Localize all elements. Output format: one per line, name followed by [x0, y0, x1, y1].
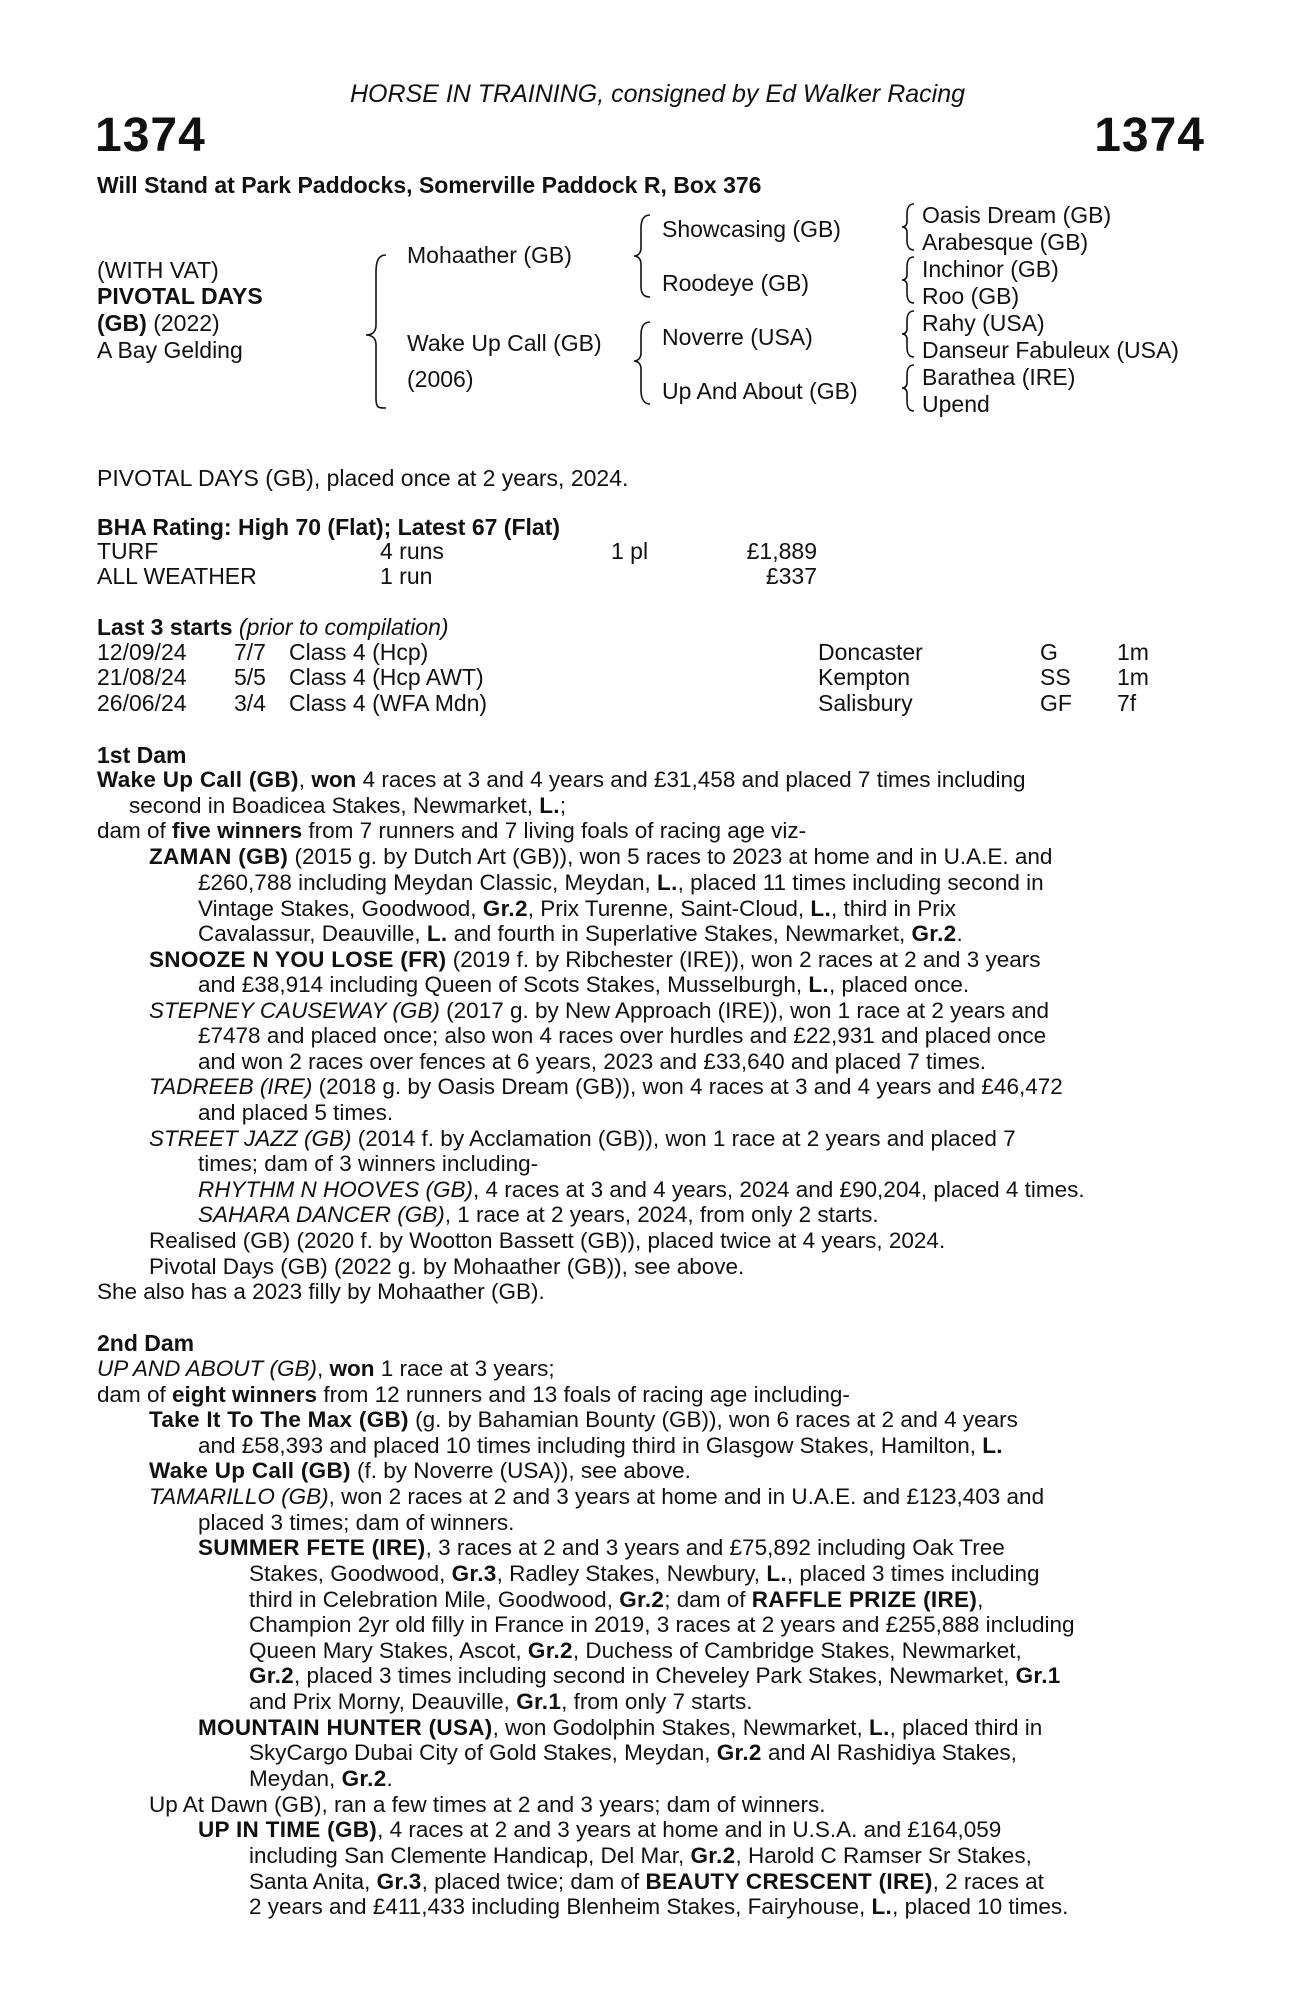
start-race: Class 4 (Hcp)	[289, 639, 429, 665]
pedigree-g1: Oasis Dream (GB)	[922, 202, 1112, 228]
pedigree-dam-year: (2006)	[407, 366, 474, 392]
text-line: and Prix Morny, Deauville, Gr.1, from only 7 starts.	[249, 1688, 753, 1714]
text-line: Queen Mary Stakes, Ascot, Gr.2, Duchess of Cambridge Stakes, Newmarket,	[249, 1637, 1022, 1663]
produce-entry-mountain-hunter-cont	[249, 1740, 1017, 1791]
produce-entry-tamarillo-cont	[198, 1510, 514, 1536]
pedigree-brace-main	[366, 255, 386, 408]
text-line: and £58,393 and placed 10 times including third in Glasgow Stakes, Hamilton, L.	[198, 1433, 1003, 1458]
start-race: Class 4 (Hcp AWT)	[289, 664, 484, 690]
pedigree-dam-dam: Up And About (GB)	[662, 378, 858, 404]
pedigree-brace-sire	[634, 215, 650, 297]
text-line: RHYTHM N HOOVES (GB), 4 races at 3 and 4 years, 2024 and £90,204, placed 4 times.	[198, 1176, 1085, 1202]
text-line: SUMMER FETE (IRE), 3 races at 2 and 3 years and £75,892 including Oak Tree	[198, 1535, 1005, 1560]
start-distance: 1m	[1117, 639, 1149, 665]
start-date: 26/06/24	[97, 690, 187, 716]
text-line: Wake Up Call (GB), won 4 races at 3 and 4 years and £31,458 and placed 7 times including	[97, 767, 1026, 792]
text-line: Wake Up Call (GB) (f. by Noverre (USA)), see above.	[149, 1458, 691, 1483]
start-going: SS	[1040, 664, 1071, 690]
last-starts-note: (prior to compilation)	[238, 614, 449, 640]
vat-note: (WITH VAT)	[97, 257, 219, 283]
produce-entry-realised	[149, 1228, 945, 1279]
produce-entry-summer-fete-cont	[249, 1561, 1075, 1715]
text-line: dam of five winners from 7 runners and 7 living foals of racing age viz-	[97, 818, 807, 843]
stand-location: Will Stand at Park Paddocks, Somerville Paddock R, Box 376	[97, 172, 762, 198]
pedigree-brace-g2	[902, 257, 914, 303]
pedigree-g7: Barathea (IRE)	[922, 364, 1076, 390]
text-line: SAHARA DANCER (GB), 1 race at 2 years, 2024, from only 2 starts.	[198, 1202, 879, 1228]
horse-country: (GB)	[97, 310, 147, 336]
text-line: STEPNEY CAUSEWAY (GB) (2017 g. by New Approach (IRE)), won 1 race at 2 years and	[149, 998, 1049, 1023]
start-going: G	[1040, 639, 1058, 665]
first-dam-paragraph	[97, 767, 1204, 793]
produce-entry-tadreeb-cont	[198, 1100, 393, 1126]
start-race: Class 4 (WFA Mdn)	[289, 690, 488, 716]
pedigree-g2: Arabesque (GB)	[922, 229, 1089, 255]
text-line: Pivotal Days (GB) (2022 g. by Mohaather (GB)), see above.	[149, 1253, 745, 1279]
produce-entry-wake-up-call	[149, 1458, 691, 1484]
pedigree-brace-g1	[902, 204, 914, 250]
rating-row-runs: 1 run	[380, 563, 433, 589]
text-line: TAMARILLO (GB), won 2 races at 2 and 3 years at home and in U.A.E. and £123,403 and	[149, 1484, 1045, 1509]
start-position: 3/4	[234, 690, 266, 716]
pedigree-dam: Wake Up Call (GB)	[407, 330, 602, 356]
text-line: Champion 2yr old filly in France in 2019, 3 races at 2 years and £255,888 including	[249, 1612, 1075, 1638]
text-line: including San Clemente Handicap, Del Mar, Gr.2, Harold C Ramser Sr Stakes,	[249, 1843, 1032, 1868]
rating-row-placed: 1 pl	[611, 538, 649, 564]
text-line: Stakes, Goodwood, Gr.3, Radley Stakes, Newbury, L., placed 3 times including	[249, 1561, 1040, 1586]
text-line: SkyCargo Dubai City of Gold Stakes, Meydan, Gr.2 and Al Rashidiya Stakes,	[249, 1740, 1017, 1765]
lot-number-left: 1374	[95, 109, 206, 162]
lot-number-right: 1374	[1094, 109, 1205, 162]
rating-row-prize: £1,889	[746, 538, 817, 564]
start-date: 12/09/24	[97, 639, 187, 665]
produce-entry-up-at-dawn	[149, 1792, 826, 1818]
start-distance: 1m	[1117, 664, 1149, 690]
start-course: Salisbury	[818, 690, 913, 716]
pedigree-g3: Inchinor (GB)	[922, 256, 1059, 282]
start-distance: 7f	[1117, 690, 1137, 716]
text-line: second in Boadicea Stakes, Newmarket, L.;	[129, 793, 567, 818]
start-going: GF	[1040, 690, 1072, 716]
start-date: 21/08/24	[97, 664, 187, 690]
rating-row-surface: ALL WEATHER	[97, 563, 257, 589]
start-position: 5/5	[234, 664, 266, 690]
produce-entry-tadreeb	[149, 1074, 1063, 1100]
first-dam-also-note	[97, 1279, 545, 1305]
text-line: Take It To The Max (GB) (g. by Bahamian Bounty (GB)), won 6 races at 2 and 4 years	[149, 1407, 1018, 1432]
text-line: Vintage Stakes, Goodwood, Gr.2, Prix Turenne, Saint-Cloud, L., third in Prix	[198, 895, 957, 921]
text-line: dam of eight winners from 12 runners and 13 foals of racing age including-	[97, 1381, 850, 1407]
start-course: Kempton	[818, 664, 911, 690]
text-line: TADREEB (IRE) (2018 g. by Oasis Dream (GB)), won 4 races at 3 and 4 years and £46,472	[149, 1074, 1063, 1099]
pedigree-sire-sire: Showcasing (GB)	[662, 216, 841, 242]
text-line: Up At Dawn (GB), ran a few times at 2 and 3 years; dam of winners.	[149, 1792, 826, 1817]
text-line: Realised (GB) (2020 f. by Wootton Bassett (GB)), placed twice at 4 years, 2024.	[149, 1228, 946, 1253]
pedigree-sire: Mohaather (GB)	[407, 242, 572, 268]
text-line: MOUNTAIN HUNTER (USA), won Godolphin Stakes, Newmarket, L., placed third in	[198, 1715, 1043, 1740]
second-dam-paragraph	[97, 1356, 850, 1407]
start-course: Doncaster	[818, 639, 923, 665]
pedigree-sire-dam: Roodeye (GB)	[662, 270, 810, 296]
text-line: placed 3 times; dam of winners.	[198, 1510, 515, 1535]
produce-entry-take-it-to-the-max-cont	[198, 1433, 1003, 1459]
text-line: and placed 5 times.	[198, 1100, 394, 1125]
produce-entry-snooze	[149, 947, 1040, 973]
performance-summary: PIVOTAL DAYS (GB), placed once at 2 years, 2024.	[97, 465, 629, 491]
text-line: Gr.2, placed 3 times including second in Cheveley Park Stakes, Newmarket, Gr.1	[249, 1663, 1061, 1689]
produce-entry-up-in-time-cont	[249, 1843, 1068, 1920]
horse-year: (2022)	[153, 310, 220, 336]
first-dam-produce-intro	[97, 818, 806, 844]
text-line: Santa Anita, Gr.3, placed twice; dam of BEAUTY CRESCENT (IRE), 2 races at	[249, 1868, 1044, 1894]
pedigree-brace-g3	[902, 311, 914, 357]
text-line: ZAMAN (GB) (2015 g. by Dutch Art (GB)), won 5 races to 2023 at home and in U.A.E. and	[149, 844, 1053, 869]
produce-entry-zaman-cont	[198, 870, 1044, 947]
produce-entry-summer-fete	[198, 1535, 1005, 1561]
pedigree-g5: Rahy (USA)	[922, 310, 1045, 336]
rating-title: BHA Rating: High 70 (Flat); Latest 67 (Flat)	[97, 514, 560, 540]
produce-entry-take-it-to-the-max	[149, 1407, 1018, 1433]
text-line: SNOOZE N YOU LOSE (FR) (2019 f. by Ribchester (IRE)), won 2 races at 2 and 3 years	[149, 947, 1041, 972]
last-starts-heading: Last 3 starts	[97, 614, 233, 640]
produce-entry-stepney	[149, 998, 1049, 1024]
text-line: third in Celebration Mile, Goodwood, Gr.2; dam of RAFFLE PRIZE (IRE),	[249, 1586, 984, 1612]
produce-entry-up-in-time	[198, 1817, 1001, 1843]
produce-entry-mountain-hunter	[198, 1715, 1042, 1741]
last-starts-title	[97, 614, 449, 641]
start-position: 7/7	[234, 639, 266, 665]
rating-row-surface: TURF	[97, 538, 159, 564]
text-line: and £38,914 including Queen of Scots Stakes, Musselburgh, L., placed once.	[198, 972, 970, 997]
text-line: and won 2 races over fences at 6 years, 2023 and £33,640 and placed 7 times.	[198, 1048, 987, 1074]
pedigree-g4: Roo (GB)	[922, 283, 1020, 309]
produce-entry-stepney-cont	[198, 1023, 1046, 1074]
pedigree-dam-sire: Noverre (USA)	[662, 324, 813, 350]
text-line: £7478 and placed once; also won 4 races over hurdles and £22,931 and placed once	[198, 1023, 1047, 1048]
text-line: times; dam of 3 winners including-	[198, 1151, 539, 1176]
produce-entry-snooze-cont	[198, 972, 969, 998]
text-line: UP AND ABOUT (GB), won 1 race at 3 years;	[97, 1356, 555, 1381]
text-line: £260,788 including Meydan Classic, Meydan, L., placed 11 times including second in	[198, 870, 1044, 895]
text-line: She also has a 2023 filly by Mohaather (GB).	[97, 1279, 545, 1304]
horse-name: PIVOTAL DAYS	[97, 283, 263, 309]
pedigree-g6: Danseur Fabuleux (USA)	[922, 337, 1179, 363]
pedigree-brace-g4	[902, 365, 914, 411]
produce-entry-zaman	[149, 844, 1052, 870]
catalogue-subtitle: HORSE IN TRAINING, consigned by Ed Walker Racing	[349, 80, 966, 108]
horse-description: A Bay Gelding	[97, 337, 243, 363]
rating-row-runs: 4 runs	[380, 538, 444, 564]
second-dam-heading: 2nd Dam	[97, 1330, 195, 1356]
pedigree-brace-dam	[634, 322, 650, 404]
produce-entry-street-jazz-cont	[198, 1151, 1085, 1228]
text-line: Cavalassur, Deauville, L. and fourth in Superlative Stakes, Newmarket, Gr.2.	[198, 921, 963, 947]
text-line: UP IN TIME (GB), 4 races at 2 and 3 years at home and in U.S.A. and £164,059	[198, 1817, 1002, 1842]
produce-entry-tamarillo	[149, 1484, 1044, 1510]
text-line: Meydan, Gr.2.	[249, 1765, 393, 1791]
text-line: STREET JAZZ (GB) (2014 f. by Acclamation (GB)), won 1 race at 2 years and placed 7	[149, 1126, 1016, 1151]
text-line: 2 years and £411,433 including Blenheim Stakes, Fairyhouse, L., placed 10 times.	[249, 1894, 1069, 1920]
first-dam-paragraph-cont	[129, 793, 566, 819]
produce-entry-street-jazz	[149, 1126, 1016, 1152]
first-dam-heading: 1st Dam	[97, 742, 187, 768]
rating-row-prize: £337	[765, 563, 817, 589]
pedigree-g8: Upend	[922, 391, 990, 417]
